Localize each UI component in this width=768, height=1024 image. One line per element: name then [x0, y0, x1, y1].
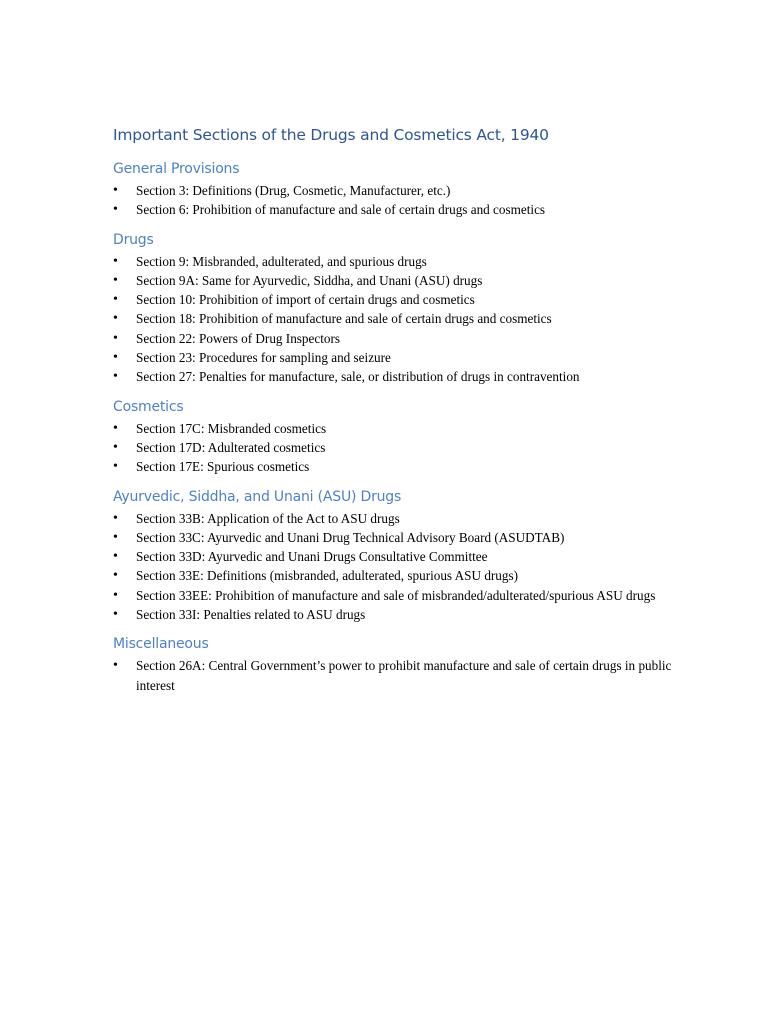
list-item: [113, 200, 708, 219]
list-item-text: Section 33B: Application of the Act to ASU drugs: [136, 510, 400, 526]
bullet-icon: •: [113, 510, 118, 526]
list-item: [113, 271, 708, 290]
list-item: [113, 367, 708, 386]
section-heading: Drugs: [113, 231, 154, 248]
list-item-text: Section 3: Definitions (Drug, Cosmetic, Manufacturer, etc.): [136, 183, 451, 198]
list-item-text: Section 33EE: Prohibition of manufacture and sale of misbranded/adulterated/spurious ASU drugs: [136, 587, 656, 603]
list-item-text: Section 17E: Spurious cosmetics: [136, 459, 310, 475]
list-item-text: Section 10: Prohibition of import of certain drugs and cosmetics: [136, 292, 475, 308]
section-heading: Miscellaneous: [113, 636, 209, 653]
list-item-text: Section 26A: Central Government’s power to prohibit manufacture and sale of certain drugs in public interest: [136, 658, 672, 693]
sections-container: [113, 159, 708, 695]
bullet-icon: •: [113, 420, 118, 436]
section-block: [113, 634, 708, 695]
bullet-icon: •: [113, 272, 118, 288]
list-item: [113, 252, 708, 271]
bullet-icon: •: [113, 439, 118, 455]
bullet-icon: •: [113, 459, 118, 475]
list-item-text: Section 33C: Ayurvedic and Unani Drug Technical Advisory Board (ASUDTAB): [136, 529, 565, 545]
list-item: [113, 547, 708, 566]
list-item-text: Section 27: Penalties for manufacture, sale, or distribution of drugs in contravention: [136, 369, 580, 385]
bullet-icon: •: [113, 311, 118, 327]
list-item: [113, 181, 708, 200]
section-block: [113, 159, 708, 220]
bullet-icon: •: [113, 607, 118, 623]
list-item: [113, 438, 708, 457]
document-title: Important Sections of the Drugs and Cosmetics Act, 1940: [113, 126, 549, 144]
list-item-text: Section 18: Prohibition of manufacture and sale of certain drugs and cosmetics: [136, 311, 552, 327]
list-item: [113, 457, 708, 476]
list-item-text: Section 33I: Penalties related to ASU drugs: [136, 607, 366, 623]
list-item-text: Section 6: Prohibition of manufacture and sale of certain drugs and cosmetics: [136, 202, 546, 218]
list-item: [113, 509, 708, 528]
list-item: [113, 656, 708, 695]
section-heading: Cosmetics: [113, 398, 184, 415]
list-item-text: Section 9A: Same for Ayurvedic, Siddha, and Unani (ASU) drugs: [136, 272, 483, 288]
bullet-icon: •: [113, 292, 118, 308]
bullet-list: [113, 252, 708, 387]
bullet-icon: •: [113, 549, 118, 565]
list-item: [113, 290, 708, 309]
list-item: [113, 419, 708, 438]
bullet-icon: •: [113, 369, 118, 385]
list-item: [113, 566, 708, 585]
list-item: [113, 348, 708, 367]
bullet-list: [113, 509, 708, 625]
list-item-text: Section 9: Misbranded, adulterated, and spurious drugs: [136, 253, 427, 269]
bullet-icon: •: [113, 183, 118, 198]
bullet-list: [113, 419, 708, 477]
bullet-icon: •: [113, 529, 118, 545]
section-heading: Ayurvedic, Siddha, and Unani (ASU) Drugs: [113, 488, 402, 505]
list-item-text: Section 17D: Adulterated cosmetics: [136, 439, 326, 455]
list-item-text: Section 33D: Ayurvedic and Unani Drugs Consultative Committee: [136, 549, 488, 565]
section-block: [113, 230, 708, 387]
bullet-list: [113, 181, 708, 220]
bullet-icon: •: [113, 330, 118, 346]
list-item: [113, 329, 708, 348]
list-item-text: Section 22: Powers of Drug Inspectors: [136, 330, 341, 346]
bullet-icon: •: [113, 202, 118, 218]
section-block: [113, 397, 708, 477]
bullet-icon: •: [113, 253, 118, 269]
bullet-icon: •: [113, 568, 118, 584]
section-block: [113, 487, 708, 625]
list-item-text: Section 23: Procedures for sampling and seizure: [136, 350, 391, 366]
bullet-icon: •: [113, 350, 118, 366]
list-item: [113, 309, 708, 328]
section-heading: General Provisions: [113, 161, 240, 177]
bullet-icon: •: [113, 587, 118, 603]
list-item: [113, 528, 708, 547]
bullet-list: [113, 656, 708, 695]
list-item: [113, 586, 708, 605]
list-item-text: Section 33E: Definitions (misbranded, adulterated, spurious ASU drugs): [136, 568, 519, 584]
list-item-text: Section 17C: Misbranded cosmetics: [136, 420, 327, 436]
list-item: [113, 605, 708, 624]
bullet-icon: •: [113, 658, 118, 674]
